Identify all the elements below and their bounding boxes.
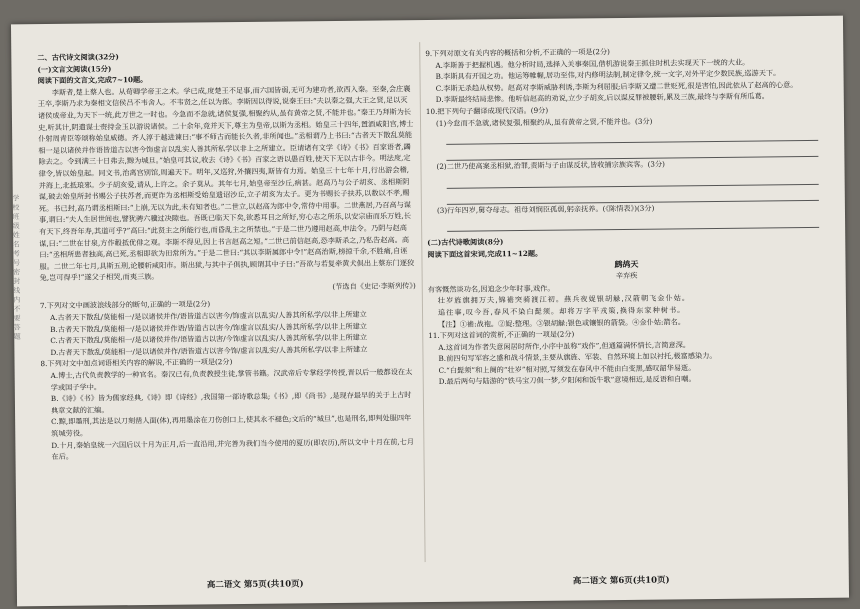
exam-sheet (11, 16, 849, 607)
passage-source: (节选自《史记·李斯列传》) (332, 281, 416, 291)
q11-option-a: A.这首词为作者失意闲居时所作,小序中虽称“戏作”,但通篇满怀情长,言简意深。 (438, 339, 691, 352)
q10-sentence-2: (2)二世乃使高案丞相狱,治罪,责斯与子由谋反状,皆收捕宗族宾客。(3分) (436, 159, 666, 172)
q9-option-c: C.李斯无杀趋从权势。赵高对李斯威胁利诱,李斯为利屈服;后李斯又遭二世贬死,很是害怕,因此依从了赵高的心意。 (435, 79, 798, 93)
poem-line-2: 追往事,叹今吾,春风不染白髭须。却将万字平戎策,换得东家种树书。 (437, 305, 686, 317)
poem-notes: 【注】①襜:战袍。②娖:整理。③银胡觮:银色或镶银的箭袋。④金仆姑:箭名。 (438, 316, 686, 329)
q9-option-a: A.李斯善于把握机遇。他分析时局,选择入关事秦国,借机游说秦王抓住时机去实现天下一统的大业。 (435, 57, 750, 70)
poem-title: 鹧鸪天 (614, 259, 639, 269)
q7-option-a: A.古者天下散乱/莫能相一/是以诸侯并作/语皆道古以害今/饰虚言以乱实/人善其所私学/以非上所建立 (50, 309, 367, 323)
q9-option-b: B.李斯具有开国之功。他运筹帷幄,居功至伟,对内修明法制,制定律令,统一文字,对外平定少数民族,巡游天下。 (435, 68, 781, 82)
reading-instruction: 阅读下面的文言文,完成7~10题。 (37, 75, 148, 86)
q8-option-d: D.十月,秦始皇统一六国后以十月为正月,后一直沿用,并完善为我们当今使用的夏历(即农历),所以文中十月在前,七月在后。 (51, 436, 415, 462)
left-column (37, 48, 417, 463)
q9-stem: 9.下列对原文有关内容的概括和分析,不正确的一项是(2分) (425, 47, 610, 59)
q10-sentence-3: (3)行年四岁,舅夺母志。祖母刘悯臣孤弱,躬亲抚养。(《陈情表》)(3分) (436, 203, 655, 215)
subsection-heading: (一)文言文阅读(15分) (37, 63, 112, 74)
q8-option-a: A.博士,古代负责教学的一种官名。秦汉已有,负责教授生徒,掌管书籍。汉武帝后专掌经学传授,晋以后一般都设在太学或国子学中。 (50, 367, 413, 392)
poem-author: 辛弃疾 (615, 270, 638, 281)
q8-option-c: C.黥,即墨刑,其法是以刀刻凿人面(体),再用墨涂在刀伤创口上,使其永不褪色;文后的“城旦”,也是刑名,即判处服四年筑城劳役。 (51, 413, 412, 438)
q11-stem: 11.下列对这首词的赏析,不正确的一项是(2分) (428, 329, 575, 341)
poem-line-1: 壮岁旌旗拥万夫,锦襜突骑渡江初。燕兵夜娖银胡觮,汉箭朝飞金仆姑。 (437, 293, 691, 306)
q8-stem: 8.下列对文中加点词语相关内容的解说,不正确的一项是(2分) (40, 357, 233, 369)
page-footer-left: 高二语文 第5页(共10页) (206, 579, 304, 591)
poetry-subsection: (二)古代诗歌阅读(8分) (427, 237, 504, 248)
q10-sentence-1: (1)今怠而不急就,诸侯复强,相聚约从,虽有黄帝之贤,不能并也。(3分) (435, 116, 653, 128)
q7-stem: 7.下列对文中画波浪线部分的断句,正确的一项是(2分) (39, 299, 211, 311)
right-column (425, 44, 827, 388)
column-divider (419, 42, 425, 562)
q7-option-d: D.古者天下散乱/莫能相一/是以诸侯并作/语皆道古以害今饰/虚言以乱实/人善其所私学/以非上所建立 (50, 344, 368, 357)
q10-stem: 10.把下列句子翻译成现代汉语。(9分) (425, 105, 549, 117)
classical-passage: 李斯者,楚上蔡人也。从荀卿学帝王之术。学已成,度楚王不足事,而六国皆弱,无可为建功者,欲西入秦。至秦,会庄襄王卒,李斯乃求为秦相文信侯吕不韦舍人。不韦贤之,任以为郎。李斯因以得说,说秦王曰:“夫以秦之强,大王之贤,足以灭诸侯成帝业,为天下一统,此万世之一时也。今急而不急就,诸侯复强,相聚约从,虽有黄帝之贤,不能并也。”秦王乃拜斯为长史,听其计,阴遣谋士赍持金玉以游说诸侯。二十余年,竟并天下,尊主为皇帝,以斯为丞相。始皇三十四年,置酒咸阳宫,博士仆射周青臣等颂称始皇威德。齐人淳于越进谏曰:“事不师古而能长久者,非所闻也。”丞相谓乃上书曰:“古者天下散乱莫能相一是以诸侯并作语皆道古以害今饰虚言以乱实人善其所私学以非上之所建立。臣请诸有文学《诗》《书》百家语者,蠲除去之。令到满三十日弗去,黥为城旦。”始皇可其议,收去《诗》《书》百家之语以愚百姓,使天下无以古非今。明法度,定律令,皆以始皇起。同文书,治离宫别馆,周遍天下。明年,又巡狩,外攘四夷,斯皆有力焉。始皇三十七年十月,行出游会稽,并海上,北抵琅邪。少子胡亥爱,请从,上许之。余子莫从。其年七月,始皇帝至沙丘,病甚。赵高乃与公子胡亥、丞相斯阴谋,破去始皇所封书赐公子扶苏者,而更诈为丞相斯受始皇遗诏沙丘,立子胡亥为太子。更为书赐长子扶苏,以数以不孝,赐死。书已封,高乃谓丞相斯曰:“上崩,无以为此,未有知者也。”二世立,以赵高为郎中令,常侍中用事。二世燕居,乃召高与谋事,谓曰:“夫人生居世间也,譬犹骋六骥过决隙也。吾既已临天下矣,欲悉耳目之所好,穷心志之所乐,以安宗庙而乐万姓,长有天下,终吾年寿,其道可乎?”高曰:“此贤主之所能行也,而昏乱主之所禁也。”于是二世乃遵用赵高,申法令。乃阴与赵高谋,曰:“二世在甘泉,方作觳抵优俳之观。李斯不得见,因上书言赵高之短。”二世已前信赵高,恐李斯杀之,乃私告赵高。高曰:“丞相所患者独高,高已死,丞相即欲为田常所为。”于是二世曰:“其以李斯属郎中令!”赵高治斯,榜掠千余,不胜痛,自诬服。二世二年七月,具斯五刑,论腰斩咸阳市。斯出狱,与其中子俱执,顾谓其中子曰:“吾欲与若复牵黄犬俱出上蔡东门逐狡兔,岂可得乎!”遂父子相哭,而夷三族。 (37, 83, 415, 283)
q9-option-d: D.李斯最终结局悲惨。他听信赵高的劝说,立少子胡亥,后以谋反罪被腰斩,累及三族,最终与李斯有所瓜葛。 (435, 91, 770, 105)
poem-preface: 有客慨然谈功名,因追念少年时事,戏作。 (427, 283, 555, 294)
q11-option-d: D.最后两句与陆游的“铁马宝刀俱一梦,夕阳闲和饭牛歌”意境相近,是反语和自嘲。 (438, 374, 696, 387)
section-heading: 二、古代诗文阅读(32分) (37, 52, 119, 63)
page-footer-right: 高二语文 第6页(共10页) (572, 575, 670, 587)
seal-line-text: 学 校 班 级 姓 名 考 号 密 封 线 内 不 要 答 题 (11, 194, 22, 340)
q11-option-c: C.“白髭须”和上阕的“壮岁”相对照,写须发在春风中不能由白变黑,感叹韶华易逝。 (438, 363, 696, 375)
q11-option-b: B.前四句写军容之盛和战斗情景,主要从旗旌、军装、自然环境上加以衬托,极富感染力。 (438, 351, 717, 364)
poetry-instruction: 阅读下面这首宋词,完成11~12题。 (427, 248, 543, 259)
q7-option-c: C.古者天下散乱/莫能相一/是以诸侯并作/语皆道古以害/今饰虚言以乱实/人善其所私学/以非上所建立 (50, 332, 368, 346)
q7-option-b: B.古者天下散乱/莫能相一/是以诸侯并作语/皆道古以害今/饰虚言以乱实/人善其所私学/以非上所建立 (50, 321, 367, 334)
q8-option-b: B.《诗》《书》皆为儒家经典,《诗》即《诗经》,我国第一部诗歌总集;《书》,即《尚书》,是现存最早的关于上古时典章文献的汇编。 (50, 390, 412, 415)
